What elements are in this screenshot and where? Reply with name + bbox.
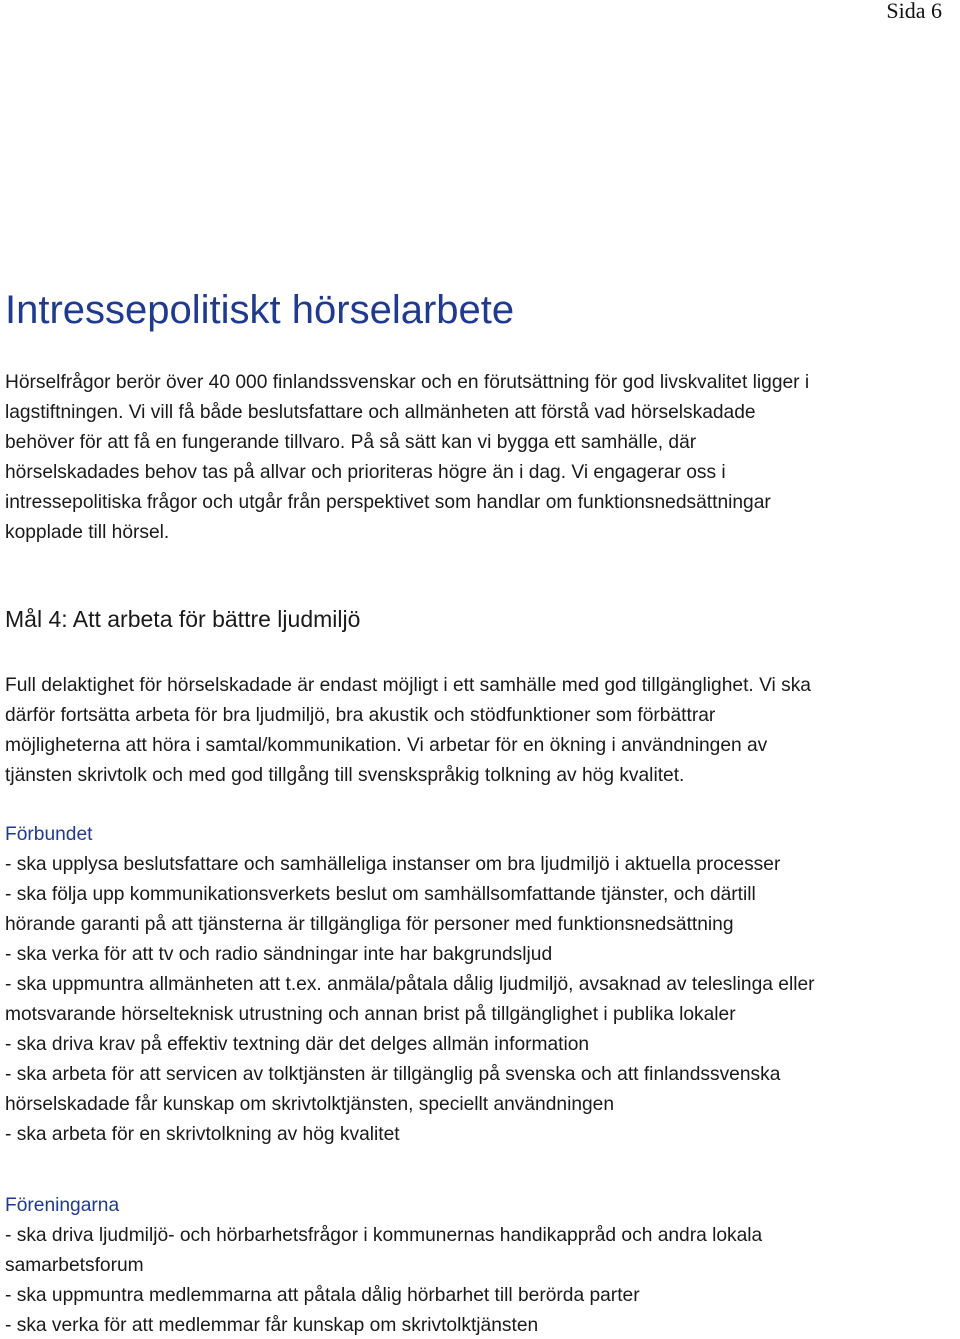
forbundet-section: [5, 820, 955, 1150]
foreningarna-line: - ska uppmuntra medlemmarna att påtala dålig hörbarhet till berörda parter: [5, 1285, 640, 1306]
goal-line: Full delaktighet för hörselskadade är endast möjligt i ett samhälle med god tillgänglighet. Vi ska: [5, 675, 811, 696]
foreningarna-label: Föreningarna: [5, 1195, 120, 1216]
forbundet-line: motsvarande hörselteknisk utrustning och annan brist på tillgänglighet i publika lokaler: [5, 1004, 736, 1025]
intro-line: intressepolitiska frågor och utgår från perspektivet som handlar om funktionsnedsättningar: [5, 492, 771, 513]
page-number: Sida 6: [886, 0, 942, 23]
intro-paragraph: [5, 368, 955, 548]
forbundet-line: - ska driva krav på effektiv textning där det delges allmän information: [5, 1034, 590, 1055]
forbundet-line: hörselskadade får kunskap om skrivtolktjänsten, speciellt användningen: [5, 1094, 615, 1115]
forbundet-label: Förbundet: [5, 824, 93, 845]
goal-paragraph: [5, 671, 955, 791]
goal-line: därför fortsätta arbeta för bra ljudmiljö, bra akustik och stödfunktioner som förbättrar: [5, 705, 716, 726]
forbundet-line: - ska verka för att tv och radio sändningar inte har bakgrundsljud: [5, 944, 553, 965]
forbundet-line: - ska arbeta för en skrivtolkning av hög kvalitet: [5, 1124, 400, 1145]
forbundet-line: - ska uppmuntra allmänheten att t.ex. anmäla/påtala dålig ljudmiljö, avsaknad av teleslinga eller: [5, 974, 815, 995]
intro-line: hörselskadades behov tas på allvar och prioriteras högre än i dag. Vi engagerar oss i: [5, 462, 726, 483]
intro-line: lagstiftningen. Vi vill få både beslutsfattare och allmänheten att förstå vad hörselskadade: [5, 402, 756, 423]
forbundet-line: hörande garanti på att tjänsterna är tillgängliga för personer med funktionsnedsättning: [5, 914, 734, 935]
forbundet-line: - ska upplysa beslutsfattare och samhälleliga instanser om bra ljudmiljö i aktuella processer: [5, 854, 781, 875]
goal-heading: Mål 4: Att arbeta för bättre ljudmiljö: [5, 606, 361, 632]
intro-line: Hörselfrågor berör över 40 000 finlandssvenskar och en förutsättning för god livskvalitet ligger i: [5, 372, 810, 393]
intro-line: kopplade till hörsel.: [5, 522, 170, 543]
page-title: Intressepolitiskt hörselarbete: [5, 288, 515, 332]
goal-line: tjänsten skrivtolk och med god tillgång till svenskspråkig tolkning av hög kvalitet.: [5, 765, 685, 786]
foreningarna-section: [5, 1191, 955, 1339]
foreningarna-line: - ska driva ljudmiljö- och hörbarhetsfrågor i kommunernas handikappråd och andra lokala: [5, 1225, 763, 1246]
goal-line: möjligheterna att höra i samtal/kommunikation. Vi arbetar för en ökning i användningen av: [5, 735, 768, 756]
intro-line: behöver för att få en fungerande tillvaro. På så sätt kan vi bygga ett samhälle, där: [5, 432, 697, 453]
foreningarna-line: samarbetsforum: [5, 1255, 144, 1276]
forbundet-line: - ska följa upp kommunikationsverkets beslut om samhällsomfattande tjänster, och därtill: [5, 884, 756, 905]
forbundet-line: - ska arbeta för att servicen av tolktjänsten är tillgänglig på svenska och att finlandssvenska: [5, 1064, 781, 1085]
foreningarna-line: - ska verka för att medlemmar får kunskap om skrivtolktjänsten: [5, 1315, 539, 1336]
